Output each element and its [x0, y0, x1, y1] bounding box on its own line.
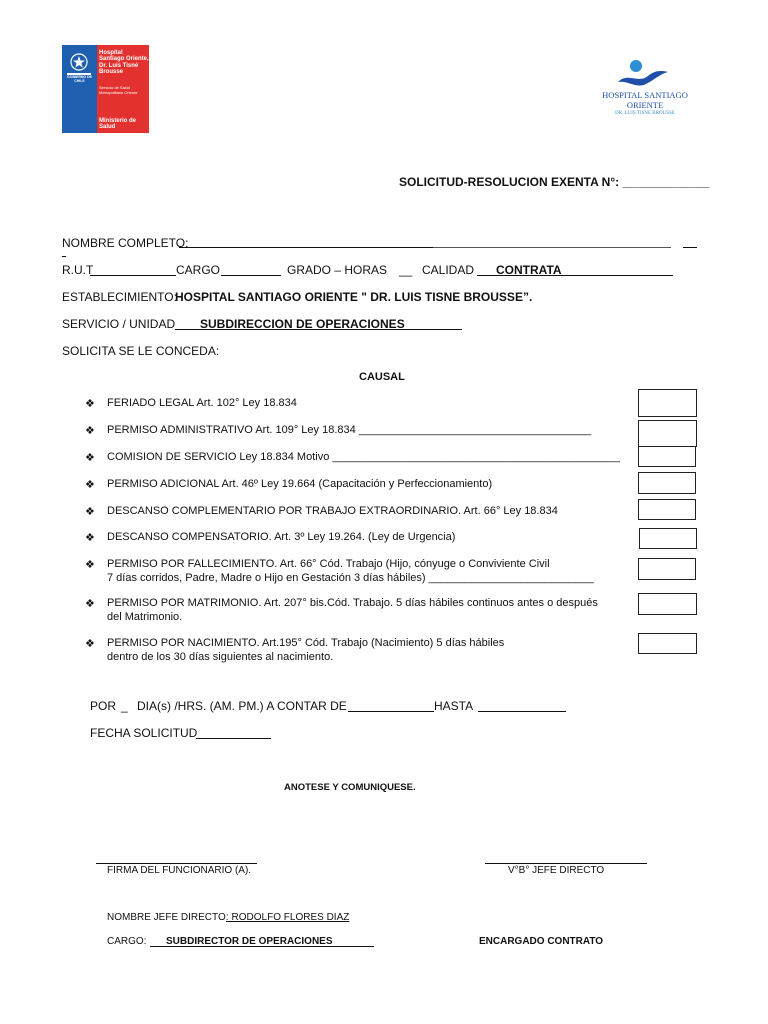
nombre-field[interactable] — [179, 247, 433, 248]
grado-field[interactable]: __ — [399, 263, 413, 277]
gobierno-logo — [62, 45, 149, 133]
firma-jefe-line — [485, 863, 647, 864]
causal-item-administrativo: PERMISO ADMINISTRATIVO Art. 109° Ley 18.834 ______________________________________ — [107, 424, 592, 436]
dias-label: DIA(s) /HRS. (AM. PM.) A CONTAR DE — [137, 699, 347, 713]
nombre-jefe-label: NOMBRE JEFE DIRECTO: — [107, 912, 229, 923]
fecha-field[interactable] — [196, 738, 271, 739]
nombre-field-end — [683, 247, 697, 248]
checkbox-compensatorio[interactable] — [639, 528, 697, 549]
causal-item-comision: COMISION DE SERVICIO Ley 18.834 Motivo _______________________________________________ — [107, 451, 620, 463]
cargo-label: CARGO — [176, 263, 221, 277]
nombre-field-ext[interactable] — [433, 247, 671, 248]
gov-service-name: Servicio de Salud Metropolitano Oriente — [99, 85, 138, 95]
checkbox-adicional[interactable] — [638, 472, 696, 494]
gov-ministry-name: Ministerio de Salud — [99, 118, 137, 131]
servicio-value[interactable]: SUBDIRECCION DE OPERACIONES — [200, 317, 405, 331]
servicio-label: SERVICIO / UNIDAD — [62, 317, 176, 331]
hospital-logo — [596, 58, 694, 122]
bullet-icon: ❖ — [85, 479, 95, 491]
hso-line3: DR. LUIS TISNE BROUSSE — [615, 111, 675, 116]
gov-hospital-name: Hospital Santiago Oriente, Dr. Luis Tisné Brousse — [99, 50, 149, 76]
checkbox-complementario[interactable] — [638, 499, 696, 520]
hasta-label: HASTA — [434, 699, 474, 713]
rut-field[interactable] — [90, 275, 176, 276]
causal-item-adicional: PERMISO ADICIONAL Art. 46º Ley 19.664 (Capacitación y Perfeccionamiento) — [107, 478, 493, 490]
causal-item-compensatorio: DESCANSO COMPENSATORIO. Art. 3º Ley 19.264. (Ley de Urgencia) — [107, 531, 456, 543]
checkbox-matrimonio[interactable] — [638, 593, 697, 615]
checkbox-comision[interactable] — [638, 446, 696, 467]
cargo-jefe-value: SUBDIRECTOR DE OPERACIONES — [166, 936, 333, 947]
bullet-icon: ❖ — [85, 398, 95, 410]
calidad-value[interactable]: CONTRATA — [496, 263, 562, 277]
por-label: POR — [90, 699, 117, 713]
firma-funcionario-label: FIRMA DEL FUNCIONARIO (A). — [107, 865, 252, 876]
causal-item-fallecimiento: PERMISO POR FALLECIMIENTO. Art. 66° Cód. Trabajo (Hijo, cónyuge o Conviviente Civil — [107, 558, 550, 570]
chile-seal-icon — [62, 49, 97, 89]
cargo-field[interactable] — [221, 275, 281, 276]
anotese-text: ANOTESE Y COMUNIQUESE. — [284, 782, 416, 793]
bullet-icon: ❖ — [85, 638, 95, 650]
bullet-icon: ❖ — [85, 598, 95, 610]
causal-item-feriado: FERIADO LEGAL Art. 102° Ley 18.834 — [107, 397, 297, 409]
nombre-jefe-value: RODOLFO FLORES DIAZ — [226, 912, 350, 923]
checkbox-nacimiento[interactable] — [638, 633, 697, 654]
gov-seal-text: GOBIERNO DE CHILE — [67, 75, 92, 83]
checkbox-feriado[interactable] — [638, 389, 697, 417]
causal-item-fallecimiento-l2: 7 días corridos, Padre, Madre o Hijo en Gestación 3 días hábiles) ___________________________ — [107, 572, 594, 584]
bullet-icon: ❖ — [85, 532, 95, 544]
cargo-jefe-label: CARGO: — [107, 936, 147, 947]
checkbox-administrativo[interactable] — [638, 420, 697, 447]
solicita-text: SOLICITA SE LE CONCEDA: — [62, 344, 220, 358]
swimmer-icon — [596, 58, 694, 92]
establecimiento-value: HOSPITAL SANTIAGO ORIENTE " DR. LUIS TISNE BROUSSE”. — [175, 290, 533, 304]
rut-label: R.U.T — [62, 263, 94, 277]
causal-item-matrimonio: PERMISO POR MATRIMONIO. Art. 207° bis.Cód. Trabajo. 5 días hábiles continuos antes o después — [107, 597, 598, 609]
bullet-icon: ❖ — [85, 559, 95, 571]
nombre-label: NOMBRE COMPLETO: — [62, 236, 189, 250]
form-title: SOLICITUD-RESOLUCION EXENTA N°: _____________ — [399, 175, 710, 189]
fecha-label: FECHA SOLICITUD — [90, 726, 198, 740]
bullet-icon: ❖ — [85, 452, 95, 464]
desde-field[interactable] — [348, 711, 434, 712]
hso-line2: ORIENTE — [626, 100, 664, 110]
causal-item-matrimonio-l2: del Matrimonio. — [107, 611, 183, 623]
causal-title: CAUSAL — [359, 371, 405, 383]
calidad-label: CALIDAD — [422, 263, 475, 277]
rut-mark — [62, 256, 66, 257]
firma-jefe-label: V°B° JEFE DIRECTO — [508, 865, 605, 876]
causal-item-nacimiento-l2: dentro de los 30 días siguientes al nacimiento. — [107, 651, 334, 663]
checkbox-fallecimiento[interactable] — [638, 558, 696, 580]
firma-funcionario-line — [96, 863, 257, 864]
bullet-icon: ❖ — [85, 506, 95, 518]
hasta-field[interactable] — [478, 711, 566, 712]
causal-item-nacimiento: PERMISO POR NACIMIENTO. Art.195° Cód. Trabajo (Nacimiento) 5 días hábiles — [107, 637, 505, 649]
hso-line1: HOSPITAL SANTIAGO — [602, 90, 688, 100]
establecimiento-label: ESTABLECIMIENTO: — [62, 290, 177, 304]
encargado-contrato: ENCARGADO CONTRATO — [479, 936, 604, 947]
grado-label: GRADO – HORAS — [287, 263, 388, 277]
por-field[interactable]: _ — [121, 699, 128, 713]
bullet-icon: ❖ — [85, 425, 95, 437]
logo-blue-band — [62, 45, 97, 133]
causal-item-complementario: DESCANSO COMPLEMENTARIO POR TRABAJO EXTRAORDINARIO. Art. 66° Ley 18.834 — [107, 505, 558, 517]
